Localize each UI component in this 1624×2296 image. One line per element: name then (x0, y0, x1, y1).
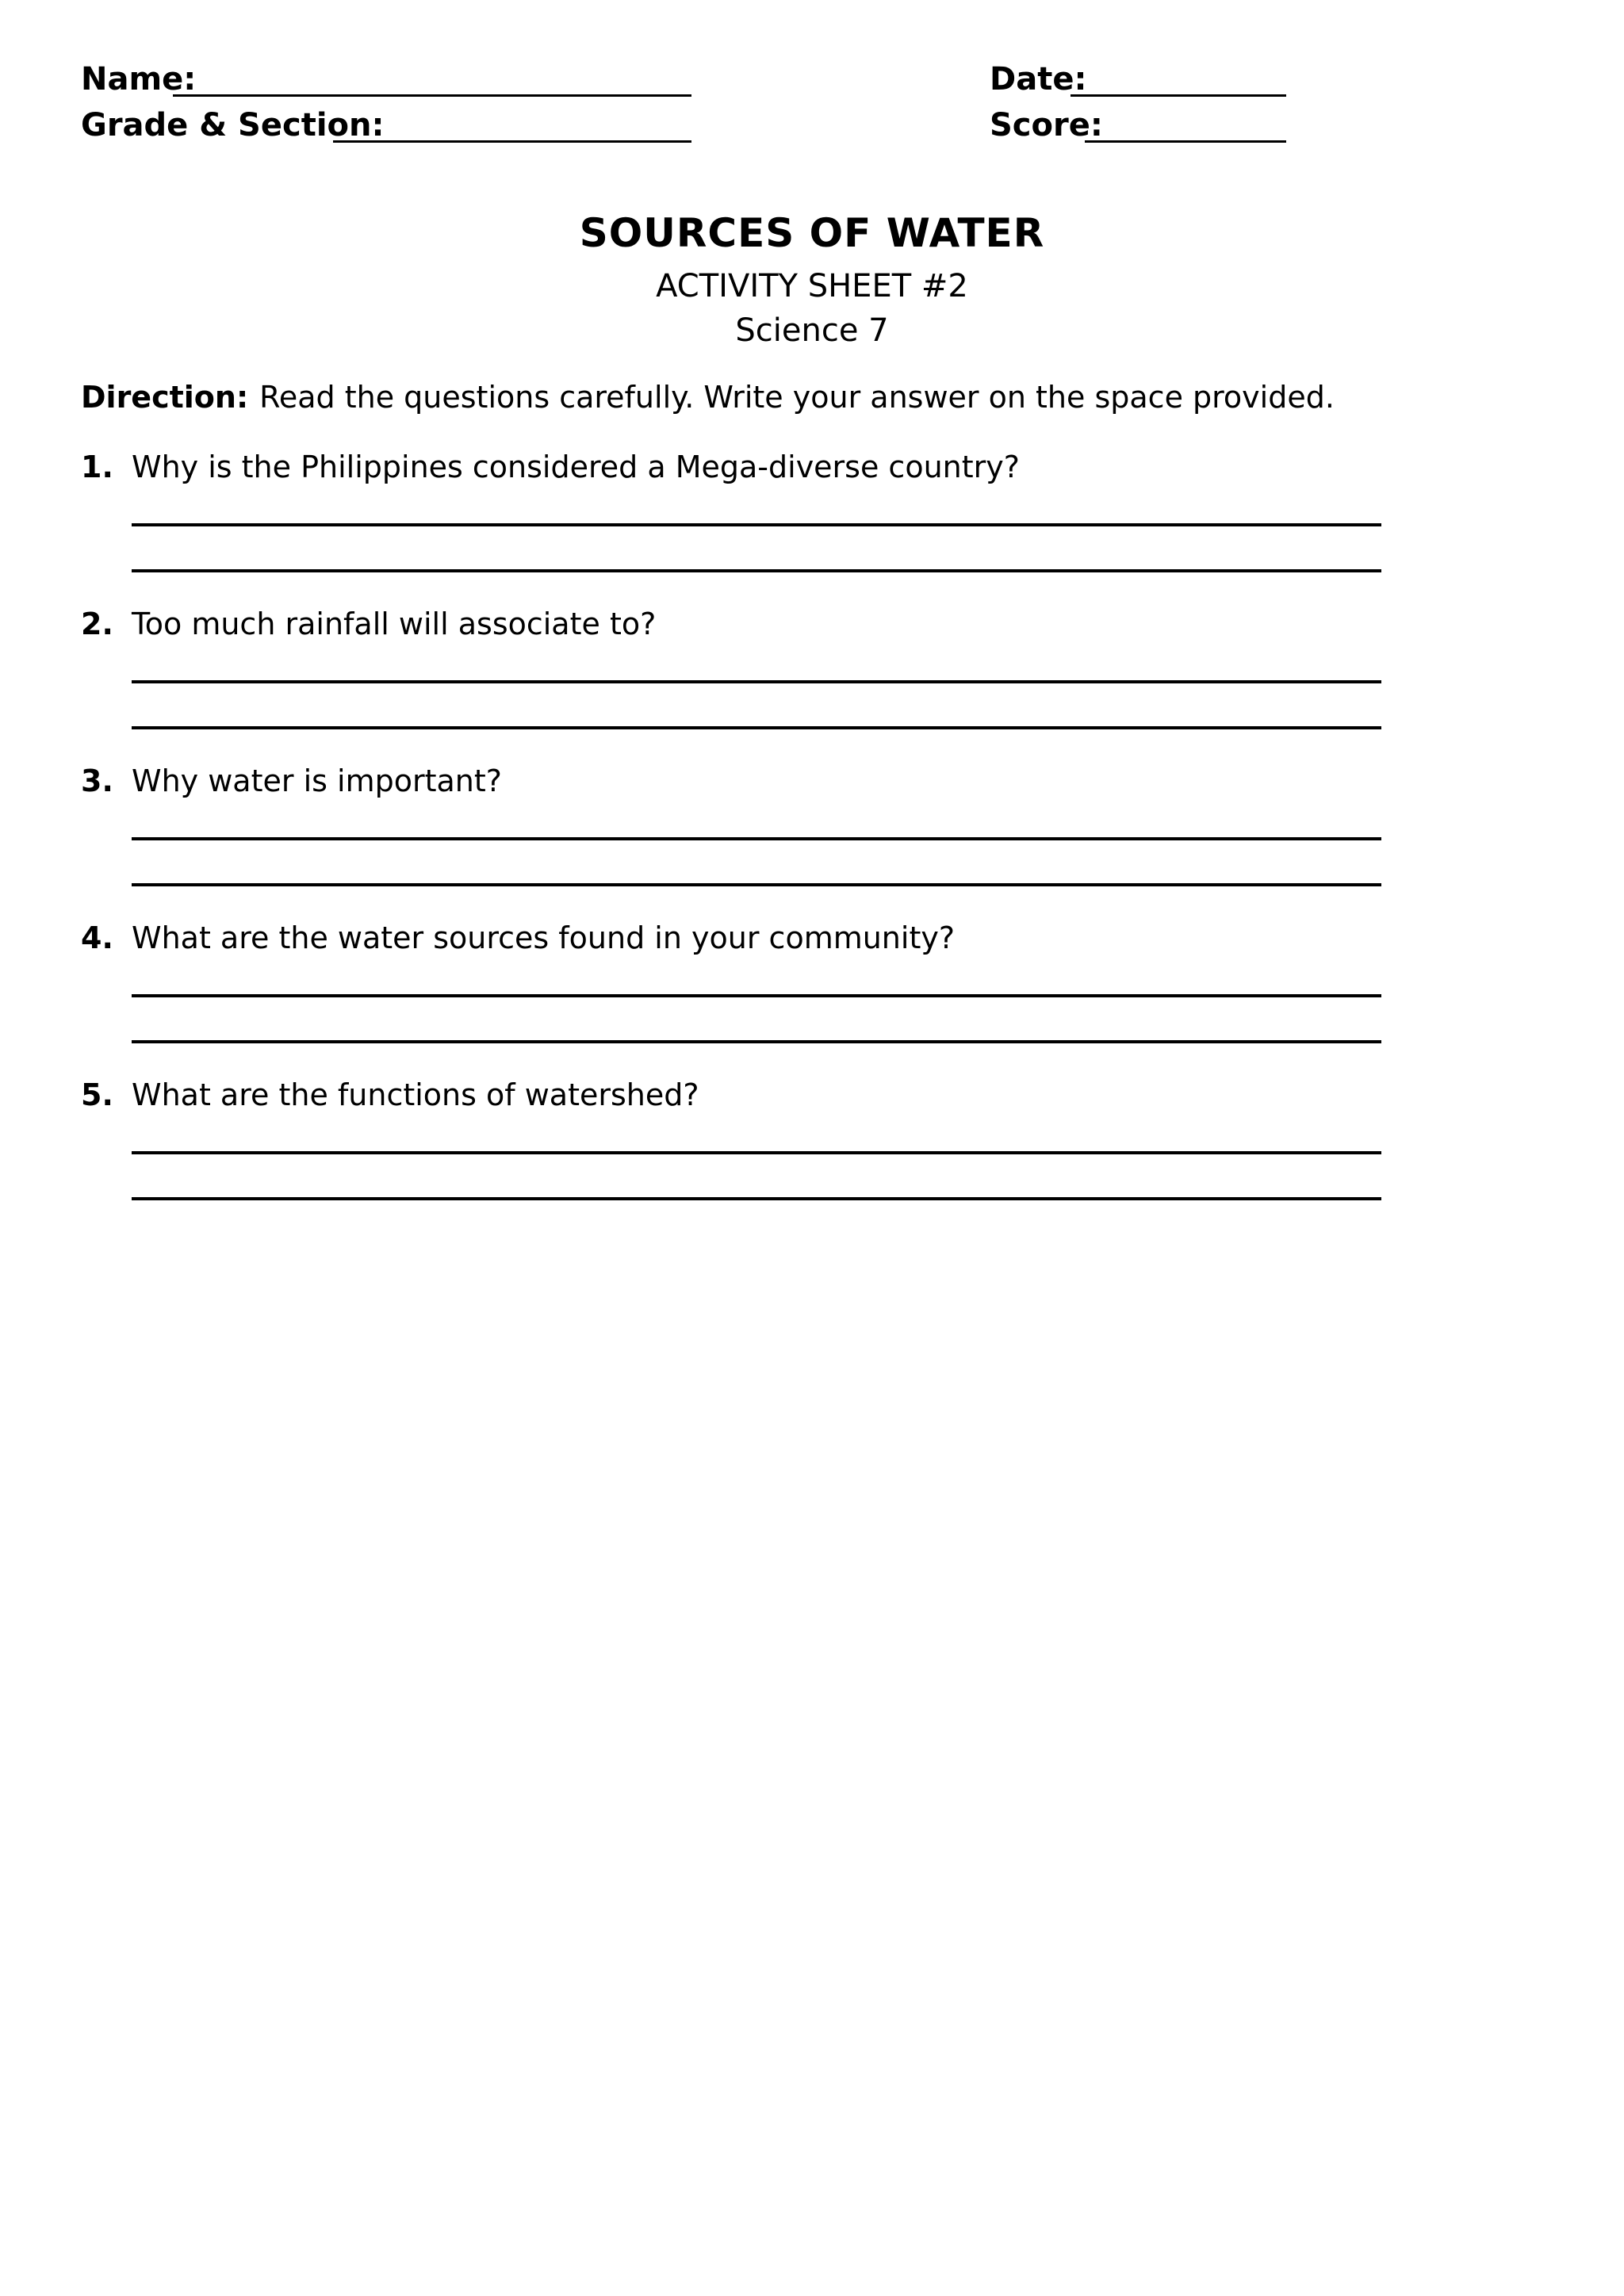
question-number: 5. (81, 1077, 113, 1112)
answer-line[interactable] (132, 837, 1381, 840)
answer-line[interactable] (132, 726, 1381, 729)
answer-line[interactable] (132, 523, 1381, 526)
answer-line[interactable] (132, 569, 1381, 572)
date-label: Date: (990, 61, 1087, 98)
name-label: Name: (81, 61, 197, 98)
grade-section-blank[interactable] (333, 140, 691, 143)
question-text: What are the water sources found in your community? (132, 920, 956, 955)
question-text: Why water is important? (132, 763, 502, 798)
direction-label: Direction: (81, 380, 249, 415)
question-text: Why is the Philippines considered a Mega-diverse country? (132, 450, 1020, 484)
answer-line[interactable] (132, 1197, 1381, 1200)
question-text: What are the functions of watershed? (132, 1077, 699, 1112)
direction-text: Read the questions carefully. Write your answer on the space provided. (259, 380, 1335, 415)
grade-section-label: Grade & Section: (81, 107, 385, 144)
question-number: 1. (81, 450, 113, 484)
question-text: Too much rainfall will associate to? (132, 607, 657, 641)
direction (81, 377, 1335, 417)
question-number: 2. (81, 607, 113, 641)
name-blank[interactable] (173, 94, 691, 97)
answer-line[interactable] (132, 883, 1381, 886)
date-blank[interactable] (1071, 94, 1286, 97)
answer-line[interactable] (132, 1040, 1381, 1043)
score-blank[interactable] (1085, 140, 1286, 143)
activity-sheet-subtitle: ACTIVITY SHEET #2 (656, 268, 968, 304)
score-label: Score: (990, 107, 1103, 144)
answer-line[interactable] (132, 1151, 1381, 1154)
question-number: 4. (81, 920, 113, 955)
answer-line[interactable] (132, 680, 1381, 683)
question-number: 3. (81, 763, 113, 798)
subject-label: Science 7 (735, 312, 889, 349)
answer-line[interactable] (132, 994, 1381, 997)
page-title: SOURCES OF WATER (579, 210, 1045, 256)
